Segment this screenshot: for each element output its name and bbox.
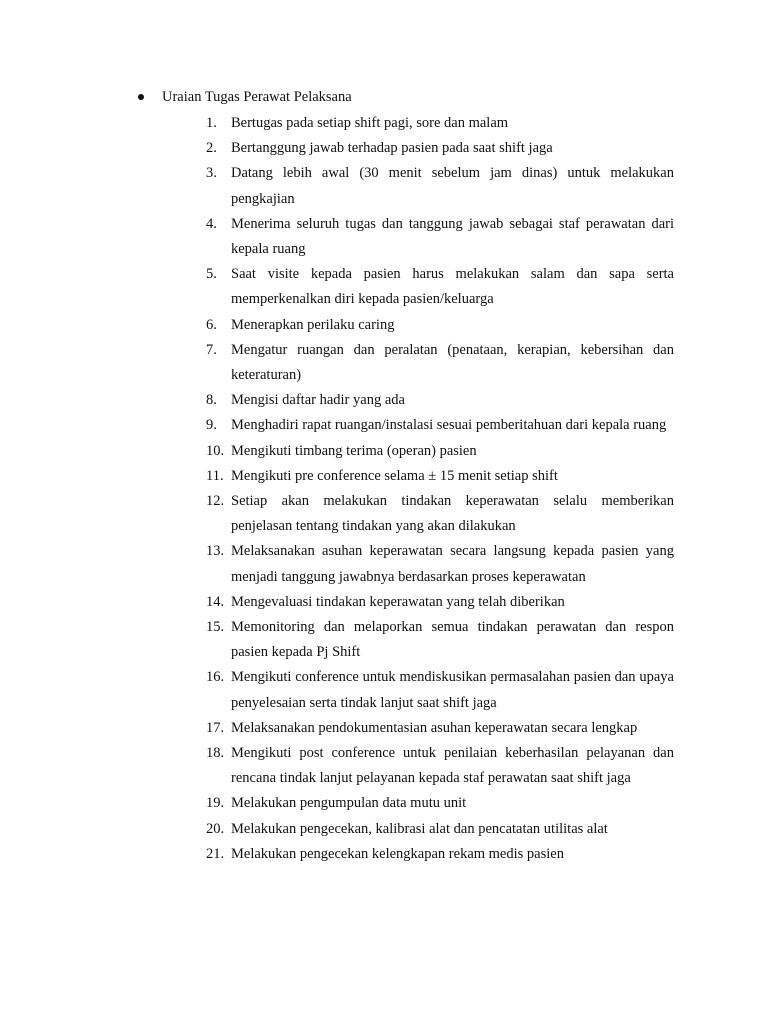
list-item-text: Datang lebih awal (30 menit sebelum jam dinas) untuk melakukan pengkajian — [231, 165, 674, 207]
list-item — [206, 313, 674, 338]
list-item-text: Bertugas pada setiap shift pagi, sore dan malam — [231, 115, 509, 131]
list-item-number: 10. — [206, 442, 225, 459]
list-item-number: 13. — [206, 543, 225, 560]
list-item-number: 9. — [206, 417, 217, 434]
list-item-number: 19. — [206, 795, 225, 812]
list-item — [206, 136, 674, 161]
list-item-text: Mengikuti timbang terima (operan) pasien — [231, 442, 477, 459]
task-list — [206, 111, 674, 867]
list-item-number: 11. — [206, 467, 224, 484]
list-item-number: 12. — [206, 493, 225, 510]
list-item — [206, 464, 674, 489]
list-item — [206, 615, 674, 665]
list-item-text: Bertanggung jawab terhadap pasien pada saat shift jaga — [231, 140, 553, 157]
list-item-number: 4. — [206, 215, 217, 232]
list-item-number: 8. — [206, 392, 217, 409]
list-item-number: 7. — [206, 341, 217, 358]
list-item-number: 1. — [206, 115, 217, 131]
list-item-text: Menghadiri rapat ruangan/instalasi sesuai pemberitahuan dari kepala ruang — [231, 417, 667, 434]
list-item — [206, 212, 674, 262]
list-item-text: Menerapkan perilaku caring — [231, 316, 395, 333]
list-item-text: Melaksanakan pendokumentasian asuhan keperawatan secara lengkap — [231, 719, 638, 736]
list-item-text: Melakukan pengecekan, kalibrasi alat dan pencatatan utilitas alat — [231, 820, 608, 837]
list-item-number: 15. — [206, 619, 225, 636]
list-item-number: 14. — [206, 593, 225, 610]
section-heading — [138, 87, 352, 107]
list-item-text: Mengikuti conference untuk mendiskusikan permasalahan pasien dan upaya penyelesaian serta tindak lanjut saat shift jaga — [231, 669, 674, 711]
list-item-text: Memonitoring dan melaporkan semua tindakan perawatan dan respon pasien kepada Pj Shift — [231, 619, 674, 661]
bullet-icon — [138, 94, 144, 100]
list-item-number: 5. — [206, 266, 217, 283]
list-item-text: Menerima seluruh tugas dan tanggung jawab sebagai staf perawatan dari kepala ruang — [231, 215, 674, 258]
list-item — [206, 590, 674, 615]
list-item — [206, 817, 674, 842]
list-item — [206, 716, 674, 741]
list-item-number: 21. — [206, 845, 225, 862]
list-item-number: 3. — [206, 165, 217, 182]
list-item-number: 16. — [206, 669, 225, 686]
list-item-text: Mengisi daftar hadir yang ada — [231, 392, 405, 409]
list-item-number: 20. — [206, 820, 225, 837]
list-item — [206, 111, 674, 136]
list-item-text: Mengatur ruangan dan peralatan (penataan, kerapian, kebersihan dan keteraturan) — [231, 341, 674, 384]
list-item-text: Saat visite kepada pasien harus melakukan salam dan sapa serta memperkenalkan diri kepada pasien/keluarga — [231, 266, 674, 308]
list-item-text: Mengikuti post conference untuk penilaian keberhasilan pelayanan dan rencana tindak lanjut pelayanan kepada staf perawatan saat shift jaga — [231, 745, 674, 787]
list-item — [206, 489, 674, 539]
list-item — [206, 791, 674, 816]
list-item-number: 2. — [206, 140, 217, 157]
list-item-text: Melakukan pengecekan kelengkapan rekam medis pasien — [231, 845, 564, 862]
list-item — [206, 413, 674, 438]
list-item — [206, 439, 674, 464]
list-item — [206, 161, 674, 211]
list-item — [206, 741, 674, 791]
list-item — [206, 842, 674, 867]
list-item-number: 18. — [206, 745, 225, 762]
list-item-text: Mengevaluasi tindakan keperawatan yang telah diberikan — [231, 593, 565, 610]
list-item-text: Melaksanakan asuhan keperawatan secara langsung kepada pasien yang menjadi tanggung jawabnya berdasarkan proses keperawatan — [231, 543, 674, 585]
list-item — [206, 388, 674, 413]
section-heading-text: Uraian Tugas Perawat Pelaksana — [162, 89, 352, 105]
list-item — [206, 539, 674, 589]
list-item-text: Setiap akan melakukan tindakan keperawatan selalu memberikan penjelasan tentang tindakan yang akan dilakukan — [231, 493, 674, 535]
list-item-text: Melakukan pengumpulan data mutu unit — [231, 795, 467, 812]
list-item — [206, 338, 674, 388]
list-item — [206, 262, 674, 312]
list-item-number: 6. — [206, 316, 217, 333]
list-item-number: 17. — [206, 719, 225, 736]
list-item-text: Mengikuti pre conference selama ± 15 menit setiap shift — [231, 467, 558, 484]
list-item — [206, 665, 674, 715]
